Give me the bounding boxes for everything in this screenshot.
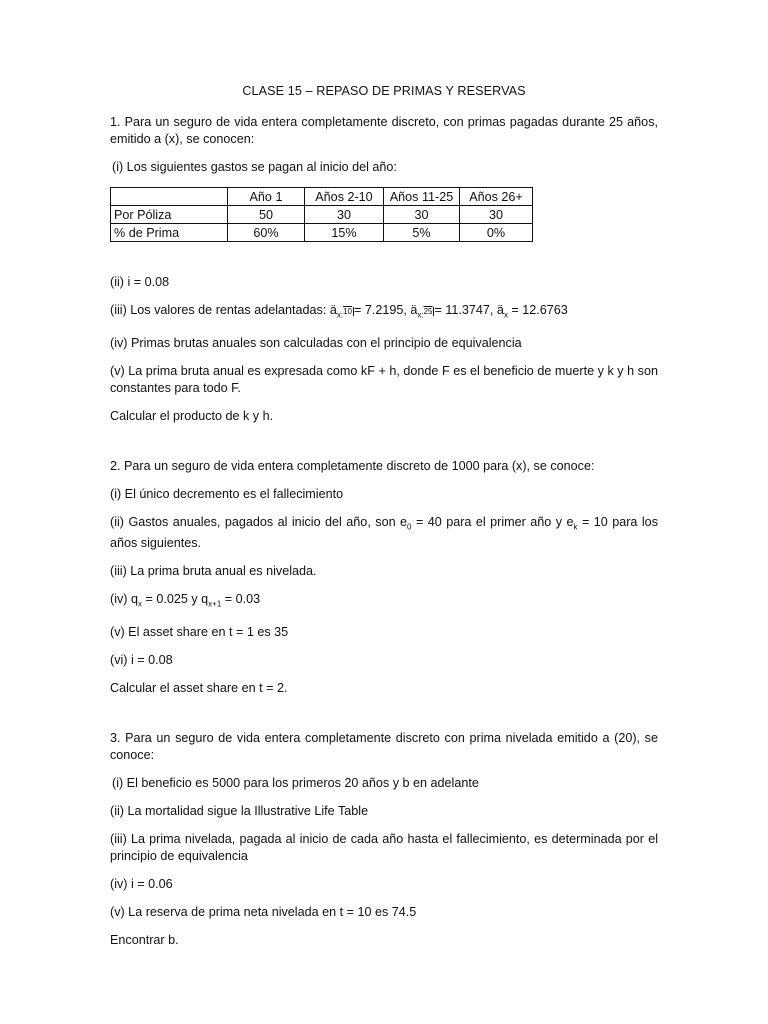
section-gap (110, 436, 658, 458)
problem-3-question: Encontrar b. (110, 932, 179, 947)
table-row (111, 206, 533, 224)
problem-3-intro: 3. Para un seguro de vida entera completamente discreto con prima nivelada emitido a (20), se conoce: (110, 730, 658, 762)
expense-table (110, 187, 533, 242)
problem-3-item-v: (v) La reserva de prima neta nivelada en t = 10 es 74.5 (110, 904, 417, 919)
table-header-cell: Año 1 (228, 188, 305, 206)
text-segment: = 40 para el primer año y e (411, 514, 574, 529)
problem-1-question: Calcular el producto de k y h. (110, 408, 274, 423)
table-header-cell (111, 188, 228, 206)
table-header-row (111, 188, 533, 206)
table-header-cell: Años 2-10 (305, 188, 384, 206)
text-segment: = 10 para los años siguientes. (110, 514, 658, 551)
problem-1-item-i: (i) Los siguientes gastos se pagan al inicio del año: (112, 160, 397, 174)
problem-1-item-iii (110, 302, 658, 324)
problem-1-item-v: (v) La prima bruta anual es expresada como kF + h, donde F es el beneficio de muerte y k y h son constantes para todo F. (110, 363, 658, 395)
subscript: 0 (407, 522, 412, 532)
table-row-label: Por Póliza (111, 206, 228, 224)
problem-3-item-iii: (iii) La prima nivelada, pagada al inicio de cada año hasta el fallecimiento, es determinada por el principio de equivalencia (110, 831, 658, 863)
problem-2-intro: 2. Para un seguro de vida entera completamente discreto de 1000 para (x), se conoce: (110, 458, 595, 473)
subscript: k (573, 522, 578, 532)
problem-2-item-i: (i) El único decremento es el fallecimiento (110, 486, 344, 501)
annuity-angle-symbol: 10 (343, 307, 352, 316)
problem-2-item-iv (110, 591, 658, 613)
table-cell: 15% (305, 224, 384, 242)
table-cell: 0% (460, 224, 533, 242)
subscript: x: (417, 310, 424, 320)
problem-1-intro: 1. Para un seguro de vida entera completamente discreto, con primas pagadas durante 25 años, emitido a (x), se conocen: (110, 115, 658, 146)
table-row (111, 224, 533, 242)
problem-1-item-iv: (iv) Primas brutas anuales son calculadas con el principio de equivalencia (110, 335, 522, 350)
text-segment: = 0.03 (221, 592, 261, 607)
problem-2-question: Calcular el asset share en t = 2. (110, 680, 288, 695)
table-header-cell: Años 26+ (460, 188, 533, 206)
table-cell: 30 (305, 206, 384, 224)
section-gap (110, 708, 658, 730)
table-cell: 50 (228, 206, 305, 224)
text-segment: = 0.025 y q (142, 592, 209, 607)
text-segment: = 7.2195, ä (353, 303, 418, 317)
text-segment: (iii) Los valores de rentas adelantadas: ä (110, 303, 337, 317)
text-segment: = 11.3747, ä (434, 303, 504, 317)
problem-2-item-v: (v) El asset share en t = 1 es 35 (110, 624, 289, 639)
text-segment: (ii) Gastos anuales, pagados al inicio del año, son e (110, 514, 408, 529)
table-cell: 30 (460, 206, 533, 224)
problem-3-item-ii: (ii) La mortalidad sigue la Illustrative Life Table (110, 803, 369, 818)
text-segment: = 12.6763 (507, 303, 568, 317)
document-body (110, 84, 658, 960)
text-segment: (iv) q (110, 592, 138, 607)
table-row-label: % de Prima (111, 224, 228, 242)
subscript: x+1 (208, 599, 222, 609)
problem-2-item-ii (110, 514, 658, 553)
table-cell: 30 (384, 206, 460, 224)
table-cell: 60% (228, 224, 305, 242)
annuity-angle-symbol: 25 (423, 307, 433, 316)
subscript: x: (336, 310, 344, 320)
table-cell: 5% (384, 224, 460, 242)
subscript: x (503, 310, 508, 320)
subscript: x (138, 599, 142, 609)
page-title: CLASE 15 – REPASO DE PRIMAS Y RESERVAS (242, 84, 526, 98)
problem-3-item-iv: (iv) i = 0.06 (110, 876, 173, 891)
table-header-cell: Años 11-25 (384, 188, 460, 206)
problem-2-item-vi: (vi) i = 0.08 (110, 652, 173, 667)
problem-1-item-ii: (ii) i = 0.08 (110, 275, 170, 289)
problem-3-item-i: (i) El beneficio es 5000 para los primeros 20 años y b en adelante (112, 775, 479, 790)
problem-2-item-iii: (iii) La prima bruta anual es nivelada. (110, 564, 317, 579)
